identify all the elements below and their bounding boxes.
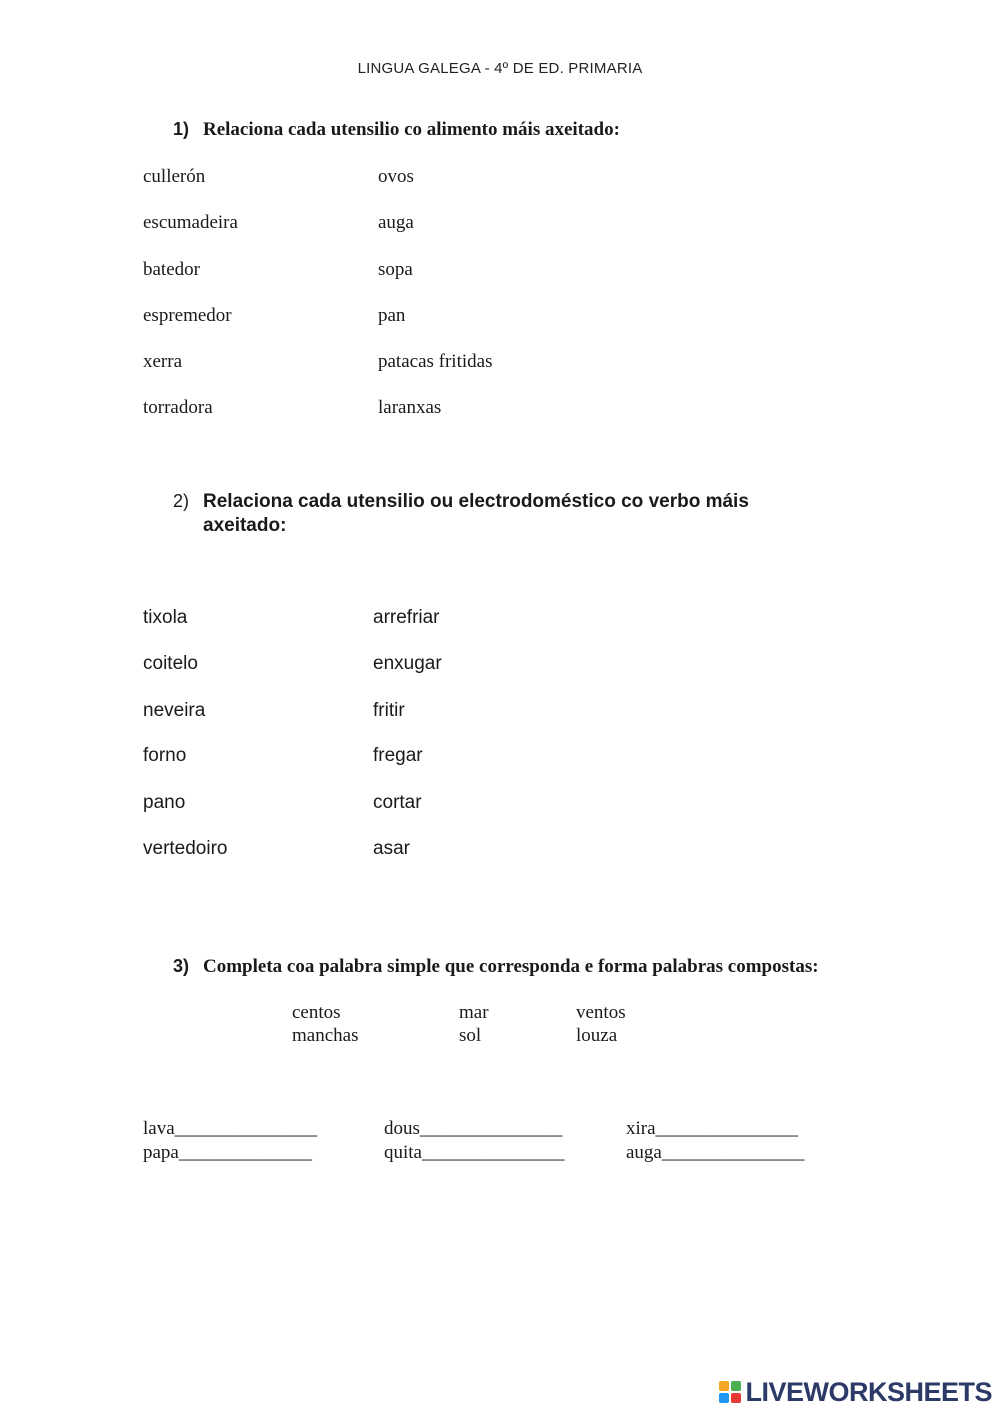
page-header: LINGUA GALEGA - 4º DE ED. PRIMARIA <box>357 60 643 77</box>
q2-right-item: asar <box>373 838 410 859</box>
liveworksheets-logo-icon <box>719 1381 741 1403</box>
q2-left-item: pano <box>143 792 186 813</box>
word-bank-item: sol <box>459 1025 482 1046</box>
q1-right-item: sopa <box>378 259 413 280</box>
q2-title-line2: axeitado: <box>203 515 287 536</box>
q1-left-item: torradora <box>143 397 213 418</box>
q2-right-item: fregar <box>373 745 423 766</box>
q1-right-item: laranxas <box>378 397 442 418</box>
q3-number: 3) <box>173 956 190 976</box>
q2-title-line1: Relaciona cada utensilio ou electrodoméstico co verbo máis <box>203 491 749 512</box>
compound-word-blank[interactable]: auga_______________ <box>626 1142 805 1163</box>
compound-word-blank[interactable]: xira_______________ <box>626 1118 799 1139</box>
liveworksheets-logo[interactable] <box>719 1376 992 1407</box>
q1-right-item: auga <box>378 212 414 233</box>
q1-left-item: xerra <box>143 351 183 372</box>
q2-left-item: tixola <box>143 607 188 628</box>
word-bank-item: manchas <box>292 1025 359 1046</box>
q1-number: 1) <box>173 119 190 139</box>
q1-left-item: batedor <box>143 259 200 280</box>
q2-left-item: neveira <box>143 700 206 721</box>
q2-right-item: fritir <box>373 700 405 721</box>
q1-left-item: cullerón <box>143 166 206 187</box>
word-bank-item: mar <box>459 1002 489 1023</box>
q2-right-item: arrefriar <box>373 607 440 628</box>
q3-title: Completa coa palabra simple que corresponda e forma palabras compostas: <box>203 956 819 977</box>
word-bank-item: centos <box>292 1002 341 1023</box>
q2-left-item: coitelo <box>143 653 198 674</box>
q1-left-item: espremedor <box>143 305 232 326</box>
compound-word-blank[interactable]: dous_______________ <box>384 1118 563 1139</box>
q1-right-item: ovos <box>378 166 414 187</box>
q2-left-item: forno <box>143 745 187 766</box>
compound-word-blank[interactable]: papa______________ <box>143 1142 312 1163</box>
liveworksheets-logo-text: LIVEWORKSHEETS <box>745 1376 992 1407</box>
q1-right-item: patacas fritidas <box>378 351 493 372</box>
q2-right-item: cortar <box>373 792 422 813</box>
q1-title: Relaciona cada utensilio co alimento máis axeitado: <box>203 119 620 140</box>
compound-word-blank[interactable]: quita_______________ <box>384 1142 565 1163</box>
q2-left-item: vertedoiro <box>143 838 228 859</box>
q1-right-item: pan <box>378 305 406 326</box>
compound-word-blank[interactable]: lava_______________ <box>143 1118 318 1139</box>
q1-left-item: escumadeira <box>143 212 238 233</box>
word-bank-item: louza <box>576 1025 618 1046</box>
q2-right-item: enxugar <box>373 653 442 674</box>
word-bank-item: ventos <box>576 1002 626 1023</box>
q2-number: 2) <box>173 491 190 511</box>
